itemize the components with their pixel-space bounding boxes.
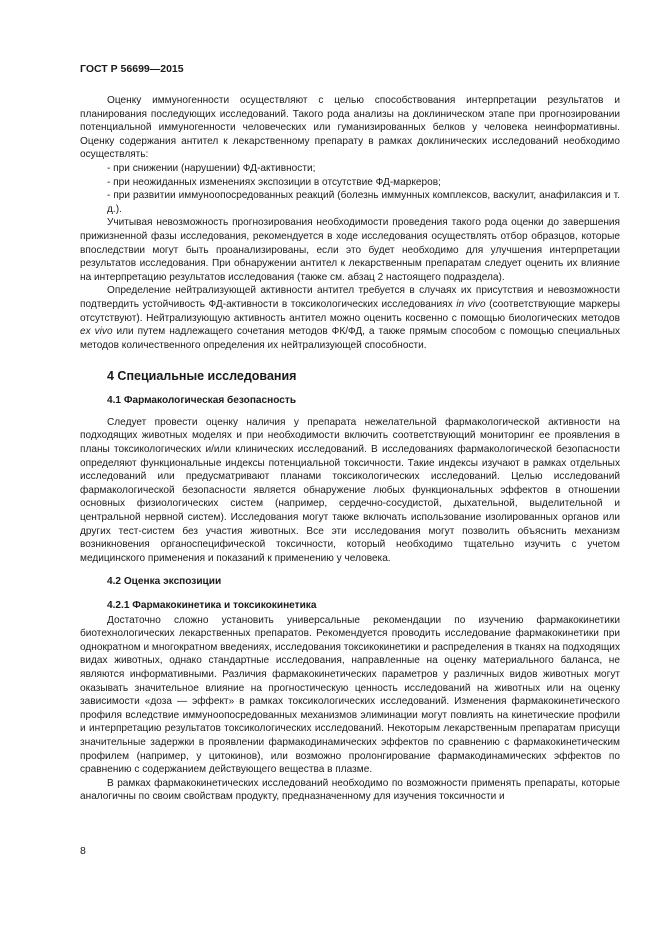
italic-term-in-vivo: in vivo xyxy=(456,298,486,310)
list-item: - при снижении (нарушении) ФД-активности; xyxy=(107,162,316,174)
paragraph-pk-studies: В рамках фармакокинетических исследований необходимо по возможности применять препараты, которые аналогичны по своим свойствам продукту, предназначенному для изучения токсичности и xyxy=(80,777,620,803)
list-item: - при развитии иммуноопосредованных реакций (болезнь иммунных комплексов, васкулит, анафилаксия и т. д.). xyxy=(107,190,620,215)
paragraph-immunogenicity: Оценку иммуногенности осуществляют с целью способствования интерпретации результатов и планирования последующих исследований. Такого рода анализы на доклиническом этапе при прогнозировании потенциальной иммуногенности человеческих или гуманизированных белков у человека неинформативны. Оценку содержания антител к лекарственному препарату в рамках доклинических исследований необходимо осуществлять: xyxy=(80,95,620,161)
italic-term-ex-vivo: ex vivo xyxy=(80,326,113,338)
page-number: 8 xyxy=(80,845,86,857)
text-run: Определение нейтрализующей активности антител требуется в случаях их присутствия и невозможности подтвердить устойчивость ФД-активности в токсикологических исследованиях xyxy=(80,285,620,310)
section-heading-4: 4 Специальные исследования xyxy=(107,369,297,384)
document-body xyxy=(80,94,620,804)
subsection-heading-4-2: 4.2 Оценка экспозиции xyxy=(107,576,222,588)
paragraph-sampling: Учитывая невозможность прогнозирования необходимости проведения такого рода оценки до завершения прижизненной фазы исследования, рекомендуется в ходе исследования осуществлять отбор образцов, которые впоследствии могут быть проанализированы, если это будет необходимо для улучшения интерпретации результатов исследования. При обнаружении антител к лекарственным препаратам следует оценить их влияние на интерпретацию результатов исследования (также см. абзац 2 настоящего подраздела). xyxy=(80,217,620,283)
paragraph-neutralizing xyxy=(80,284,620,352)
text-run: (соответствующие маркеры отсутствуют). Нейтрализующую активность антител можно оценить косвенно с помощью биологических методов xyxy=(80,298,620,324)
list-item: - при неожиданных изменениях экспозиции в отсутствие ФД-маркеров; xyxy=(107,176,441,188)
paragraph-pharmacokinetics: Достаточно сложно установить универсальные рекомендации по изучению фармакокинетики биотехнологических лекарственных препаратов. Рекомендуется проводить исследование фармакокинетики при однократном и многократном введениях, исследования токсикокинетики и распределения в тканях на подходящих видах животных, однако стандартные исследования, направленные на оценку материального баланса, не являются информативными. Различия фармакокинетических параметров у различных видов животных могут оказывать значительное влияние на прогностическую ценность исследований на животных или на оценку зависимости «доза — эффект» в рамках токсикологических исследований. Изменения фармакокинетического профиля вследствие иммуноопосредованных механизмов элиминации могут повлиять на кинетические профили и интерпретацию результатов токсикологических исследований. Некоторым лекарственным препаратам присущи значительные задержки в проявлении фармакодинамических эффектов по сравнению с фармакокинетическим профилем (например, у цитокинов), или возможно пролонгирование фармакодинамических эффектов по сравнению с содержанием действующего вещества в плазме. xyxy=(80,614,620,776)
paragraph-pharmacological-safety: Следует провести оценку наличия у препарата нежелательной фармакологической активности на подходящих животных моделях и при необходимости включить соответствующий мониторинг ее проявления в планы токсикологических и/или клинических исследований. В исследованиях фармакологической безопасности определяют функциональные индексы потенциальной токсичности. Такие индексы изучают в рамках отдельных исследований или предусматривают планами токсикологических исследований. Целью исследований фармакологической безопасности является обнаружение любых функциональных эффектов в отношении основных физиологических систем (например, сердечно-сосудистой, дыхательной, выделительной и центральной нервной систем). Исследования могут также включать использование изолированных органов или других тест-систем без участия животных. Все эти исследования могут позволить объяснить механизм возникновения органоспецифической токсичности, который необходимо тщательно изучить с учетом медицинского применения и показаний к применению у человека. xyxy=(80,416,620,564)
document-header: ГОСТ Р 56699—2015 xyxy=(80,63,184,75)
subsection-heading-4-2-1: 4.2.1 Фармакокинетика и токсикокинетика xyxy=(107,600,317,611)
subsection-heading-4-1: 4.1 Фармакологическая безопасность xyxy=(107,395,297,407)
text-run: или путем надлежащего сочетания методов ФК/ФД, а также прямым способом с помощью специальных методов количественного определения их нейтрализующей способности. xyxy=(80,326,620,351)
